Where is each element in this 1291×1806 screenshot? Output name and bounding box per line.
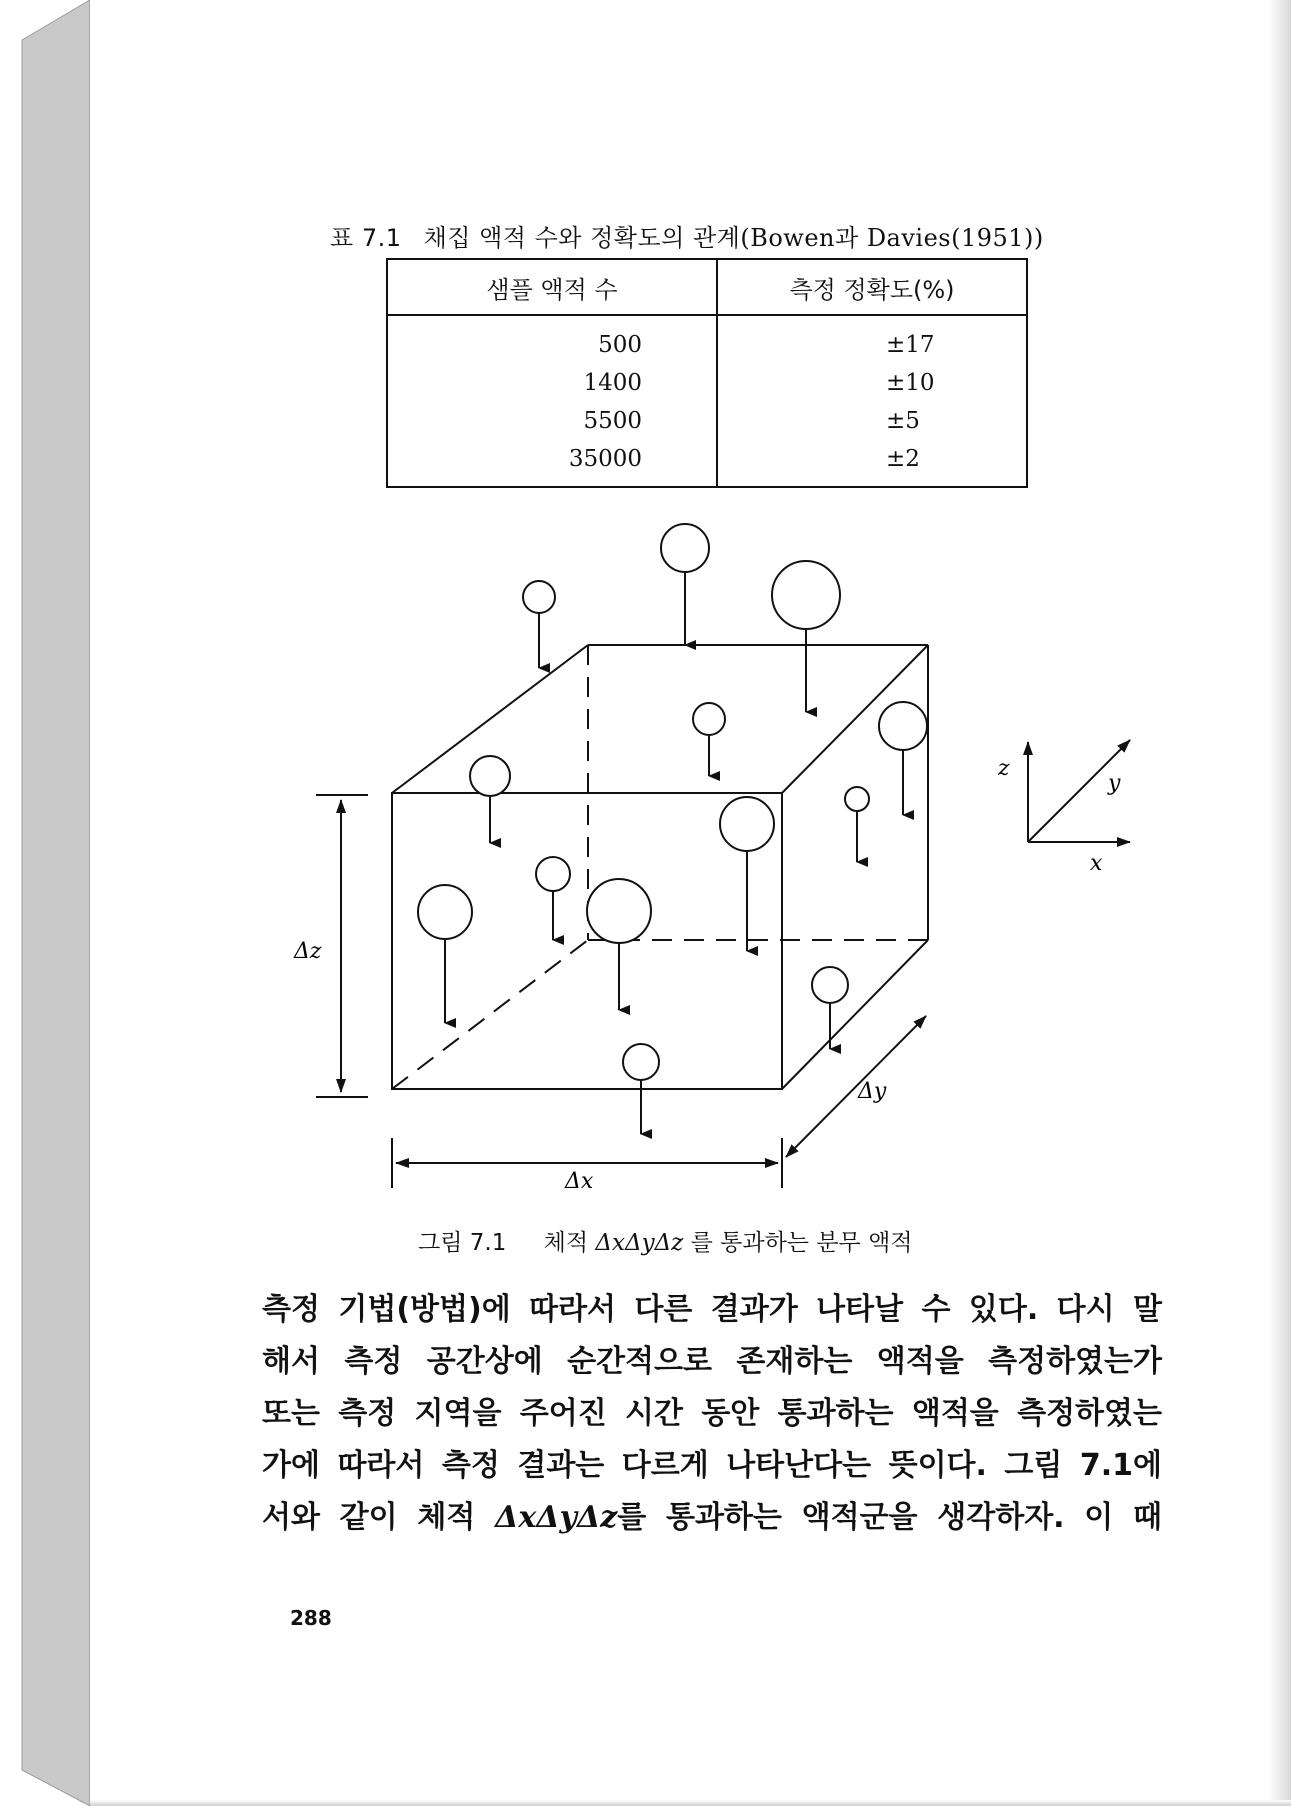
droplet [812,967,848,1049]
dimension-dy-label: Δy [858,1079,887,1104]
figure-caption-prefix: 체적 [543,1230,589,1256]
droplet [879,702,927,815]
droplet [418,885,472,1023]
table-cell-sample-count: 1400 [387,364,717,402]
table-header-accuracy: 측정 정확도(%) [717,259,1027,315]
body-line: 또는 측정 지역을 주어진 시간 동안 통과하는 액적을 측정하였는 [262,1396,1162,1431]
droplet [845,787,869,862]
dimension-dz [316,795,368,1097]
table-caption-number: 표 7.1 [330,224,402,252]
body-line-text: 를 통과하는 액적군을 생각하자. 이 때 [617,1500,1162,1535]
table-cell-accuracy: ±2 [886,446,920,472]
table-cell-accuracy: ±17 [886,332,935,358]
figure-caption [418,1224,1118,1257]
table-cell-sample-count: 5500 [387,402,717,440]
droplets [418,524,927,1134]
body-paragraph [262,1284,1162,1544]
droplet [470,756,510,843]
dimension-dz-label: Δz [294,939,322,964]
droplet [661,524,709,645]
table-cell-accuracy: ±10 [886,370,935,396]
hidden-edge-depth [392,940,588,1089]
droplet [523,581,555,668]
table-cell-sample-count: 500 [387,315,717,364]
page-number: 288 [290,1606,332,1630]
figure-caption-number: 그림 7.1 [418,1230,507,1256]
droplet [693,703,725,776]
table-caption-text: 채집 액적 수와 정확도의 관계(Bowen과 Davies(1951)) [423,224,1044,252]
droplet [772,561,840,712]
droplet [536,857,570,940]
table-cell-accuracy: ±5 [886,408,920,434]
droplet [587,879,651,1010]
body-line: 측정 기법(방법)에 따라서 다른 결과가 나타날 수 있다. 다시 말 [262,1292,1162,1327]
figure-caption-math: ΔxΔyΔz [595,1230,684,1256]
figure-caption-suffix: 를 통과하는 분무 액적 [690,1230,913,1256]
table-cell-sample-count: 35000 [387,440,717,487]
axis-y-label: y [1108,771,1121,796]
body-line: 가에 따라서 측정 결과는 다르게 나타난다는 뜻이다. 그림 7.1에 [262,1448,1162,1483]
body-line-text: 서와 같이 체적 [262,1500,476,1535]
cube [392,645,928,1089]
axis-x-label: x [1090,851,1103,876]
dimension-dx-label: Δx [565,1169,594,1194]
body-line-math: ΔxΔyΔz [495,1500,618,1535]
dimension-dy [786,1016,926,1157]
table-header-sample-count: 샘플 액적 수 [387,259,717,315]
body-line [262,1492,1162,1544]
droplet [720,797,774,951]
axis-z-label: z [998,756,1010,781]
body-line: 해서 측정 공간상에 순간적으로 존재하는 액적을 측정하였는가 [262,1344,1162,1379]
